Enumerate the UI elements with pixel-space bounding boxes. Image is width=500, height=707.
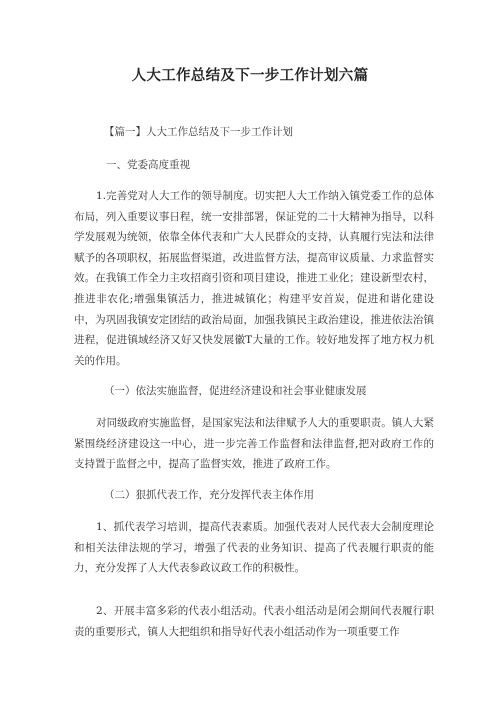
- document-title: 人大工作总结及下一步工作计划六篇: [131, 68, 369, 84]
- heading-party-committee: 一、党委高度重视: [106, 159, 190, 171]
- paragraph-text: 1.完善党对人大工作的领导制度。切实把人大工作纳入镇党委工作的总体布局，列入重要议事日程，统一安排部署，保证党的二十大精神为指导，以科学发展观为统领，依靠全体代表和广大人民群众的支持，认真履行宪法和法律赋予的各项职权，拓展监督渠道，改进监督方法，提高审议质量、力求监督实效。在我镇工作全力主攻招商引资和项目建设，推进工业化；建设新型农村，推进非农化;增强集镇活力，推进城镇化；构建平安首炭，促进和谐化建设中，为巩固我镇安定团结的政治局面，加强我镇民主政治建设，推进依法治镇进程，促进镇域经济又好又快发展徽T大量的工作。较好地发挥了地方权力机关的作用。: [74, 190, 434, 367]
- paragraph-supervision: [74, 413, 434, 475]
- heading-representative-work: （二）狠抓代表工作，充分发挥代表主体作用: [104, 489, 314, 501]
- paragraph-text: 对同级政府实施监督，是国家宪法和法律赋予人大的重要职责。镇人大紧紧围绕经济建设这一中心，进一步完善工作监督和法律监督,把对政府工作的支持置于监督之中，提高了监督实效，推进了政府工作。: [74, 417, 434, 471]
- paragraph-text: 1、抓代表学习培训，提高代表素质。加强代表对人民代表大会制度理论和相关法律法规的学习，增强了代表的业务知识、提高了代表履行职责的能力，充分发挥了人大代表参政议政工作的积极性。: [74, 521, 434, 575]
- paragraph-text: 2、开展丰富多彩的代表小组活动。代表小组活动是闭会期间代表履行职责的重要形式，镇人大把组织和指导好代表小组活动作为一项重要工作: [74, 605, 434, 638]
- section-header: 【篇一】人大工作总结及下一步工作计划: [104, 126, 293, 138]
- paragraph-training: [74, 517, 434, 579]
- paragraph-leadership: [74, 186, 434, 371]
- paragraph-group-activities: [74, 601, 434, 642]
- heading-supervision: （一）依法实施监督，促进经济建设和社会事业健康发展: [104, 385, 367, 397]
